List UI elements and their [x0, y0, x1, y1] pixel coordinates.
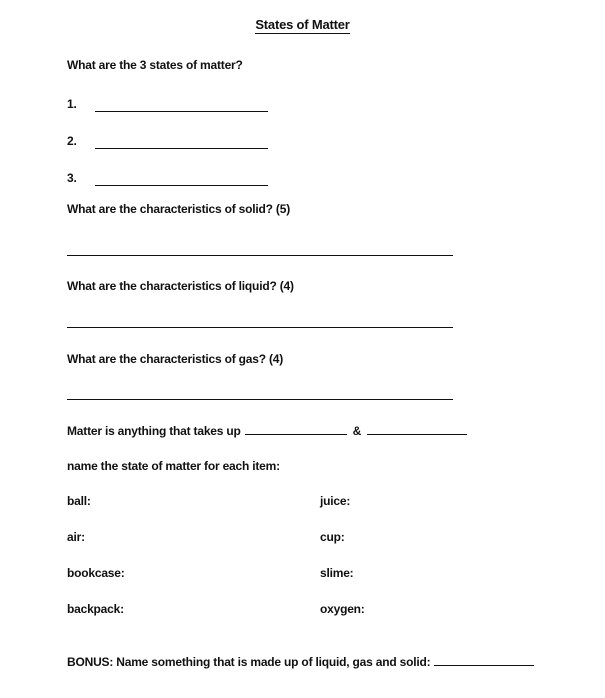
answer-line-gas [67, 399, 453, 400]
item-label-juice: juice: [320, 494, 351, 508]
numbered-blank-row-2 [67, 133, 268, 149]
item-label-air: air: [67, 530, 85, 544]
numbered-blank-row-3 [67, 170, 268, 186]
matter-blank-space [245, 421, 347, 435]
item-label-oxygen: oxygen: [320, 602, 365, 616]
answer-blank-line-1 [95, 96, 268, 112]
list-number-3: 3. [67, 171, 77, 185]
item-row-4 [0, 602, 605, 618]
numbered-blank-row-1 [67, 96, 268, 112]
worksheet-title-row [0, 17, 605, 34]
worksheet-title: States of Matter [255, 17, 350, 32]
items-heading: name the state of matter for each item: [67, 459, 280, 473]
question-liquid: What are the characteristics of liquid? (4) [67, 279, 294, 293]
item-label-slime: slime: [320, 566, 354, 580]
list-number-2: 2. [67, 134, 77, 148]
bonus-blank [434, 652, 534, 666]
matter-conjunction: & [352, 424, 362, 438]
question-gas: What are the characteristics of gas? (4) [67, 352, 284, 366]
question-three-states: What are the 3 states of matter? [67, 58, 243, 72]
bonus-question [67, 652, 534, 669]
item-label-cup: cup: [320, 530, 345, 544]
list-number-1: 1. [67, 97, 77, 111]
answer-blank-line-2 [95, 133, 268, 149]
answer-blank-line-3 [95, 170, 268, 186]
matter-fill-in-sentence [67, 421, 467, 438]
item-row-3 [0, 566, 605, 582]
bonus-prompt: BONUS: Name something that is made up of liquid, gas and solid: [67, 655, 431, 669]
answer-line-liquid [67, 327, 453, 328]
question-solid: What are the characteristics of solid? (5) [67, 202, 290, 216]
item-row-1 [0, 494, 605, 510]
item-label-backpack: backpack: [67, 602, 124, 616]
item-row-2 [0, 530, 605, 546]
matter-blank-mass [367, 421, 467, 435]
answer-line-solid [67, 255, 453, 256]
item-label-ball: ball: [67, 494, 91, 508]
matter-sentence-prefix: Matter is anything that takes up [67, 424, 241, 438]
item-label-bookcase: bookcase: [67, 566, 125, 580]
